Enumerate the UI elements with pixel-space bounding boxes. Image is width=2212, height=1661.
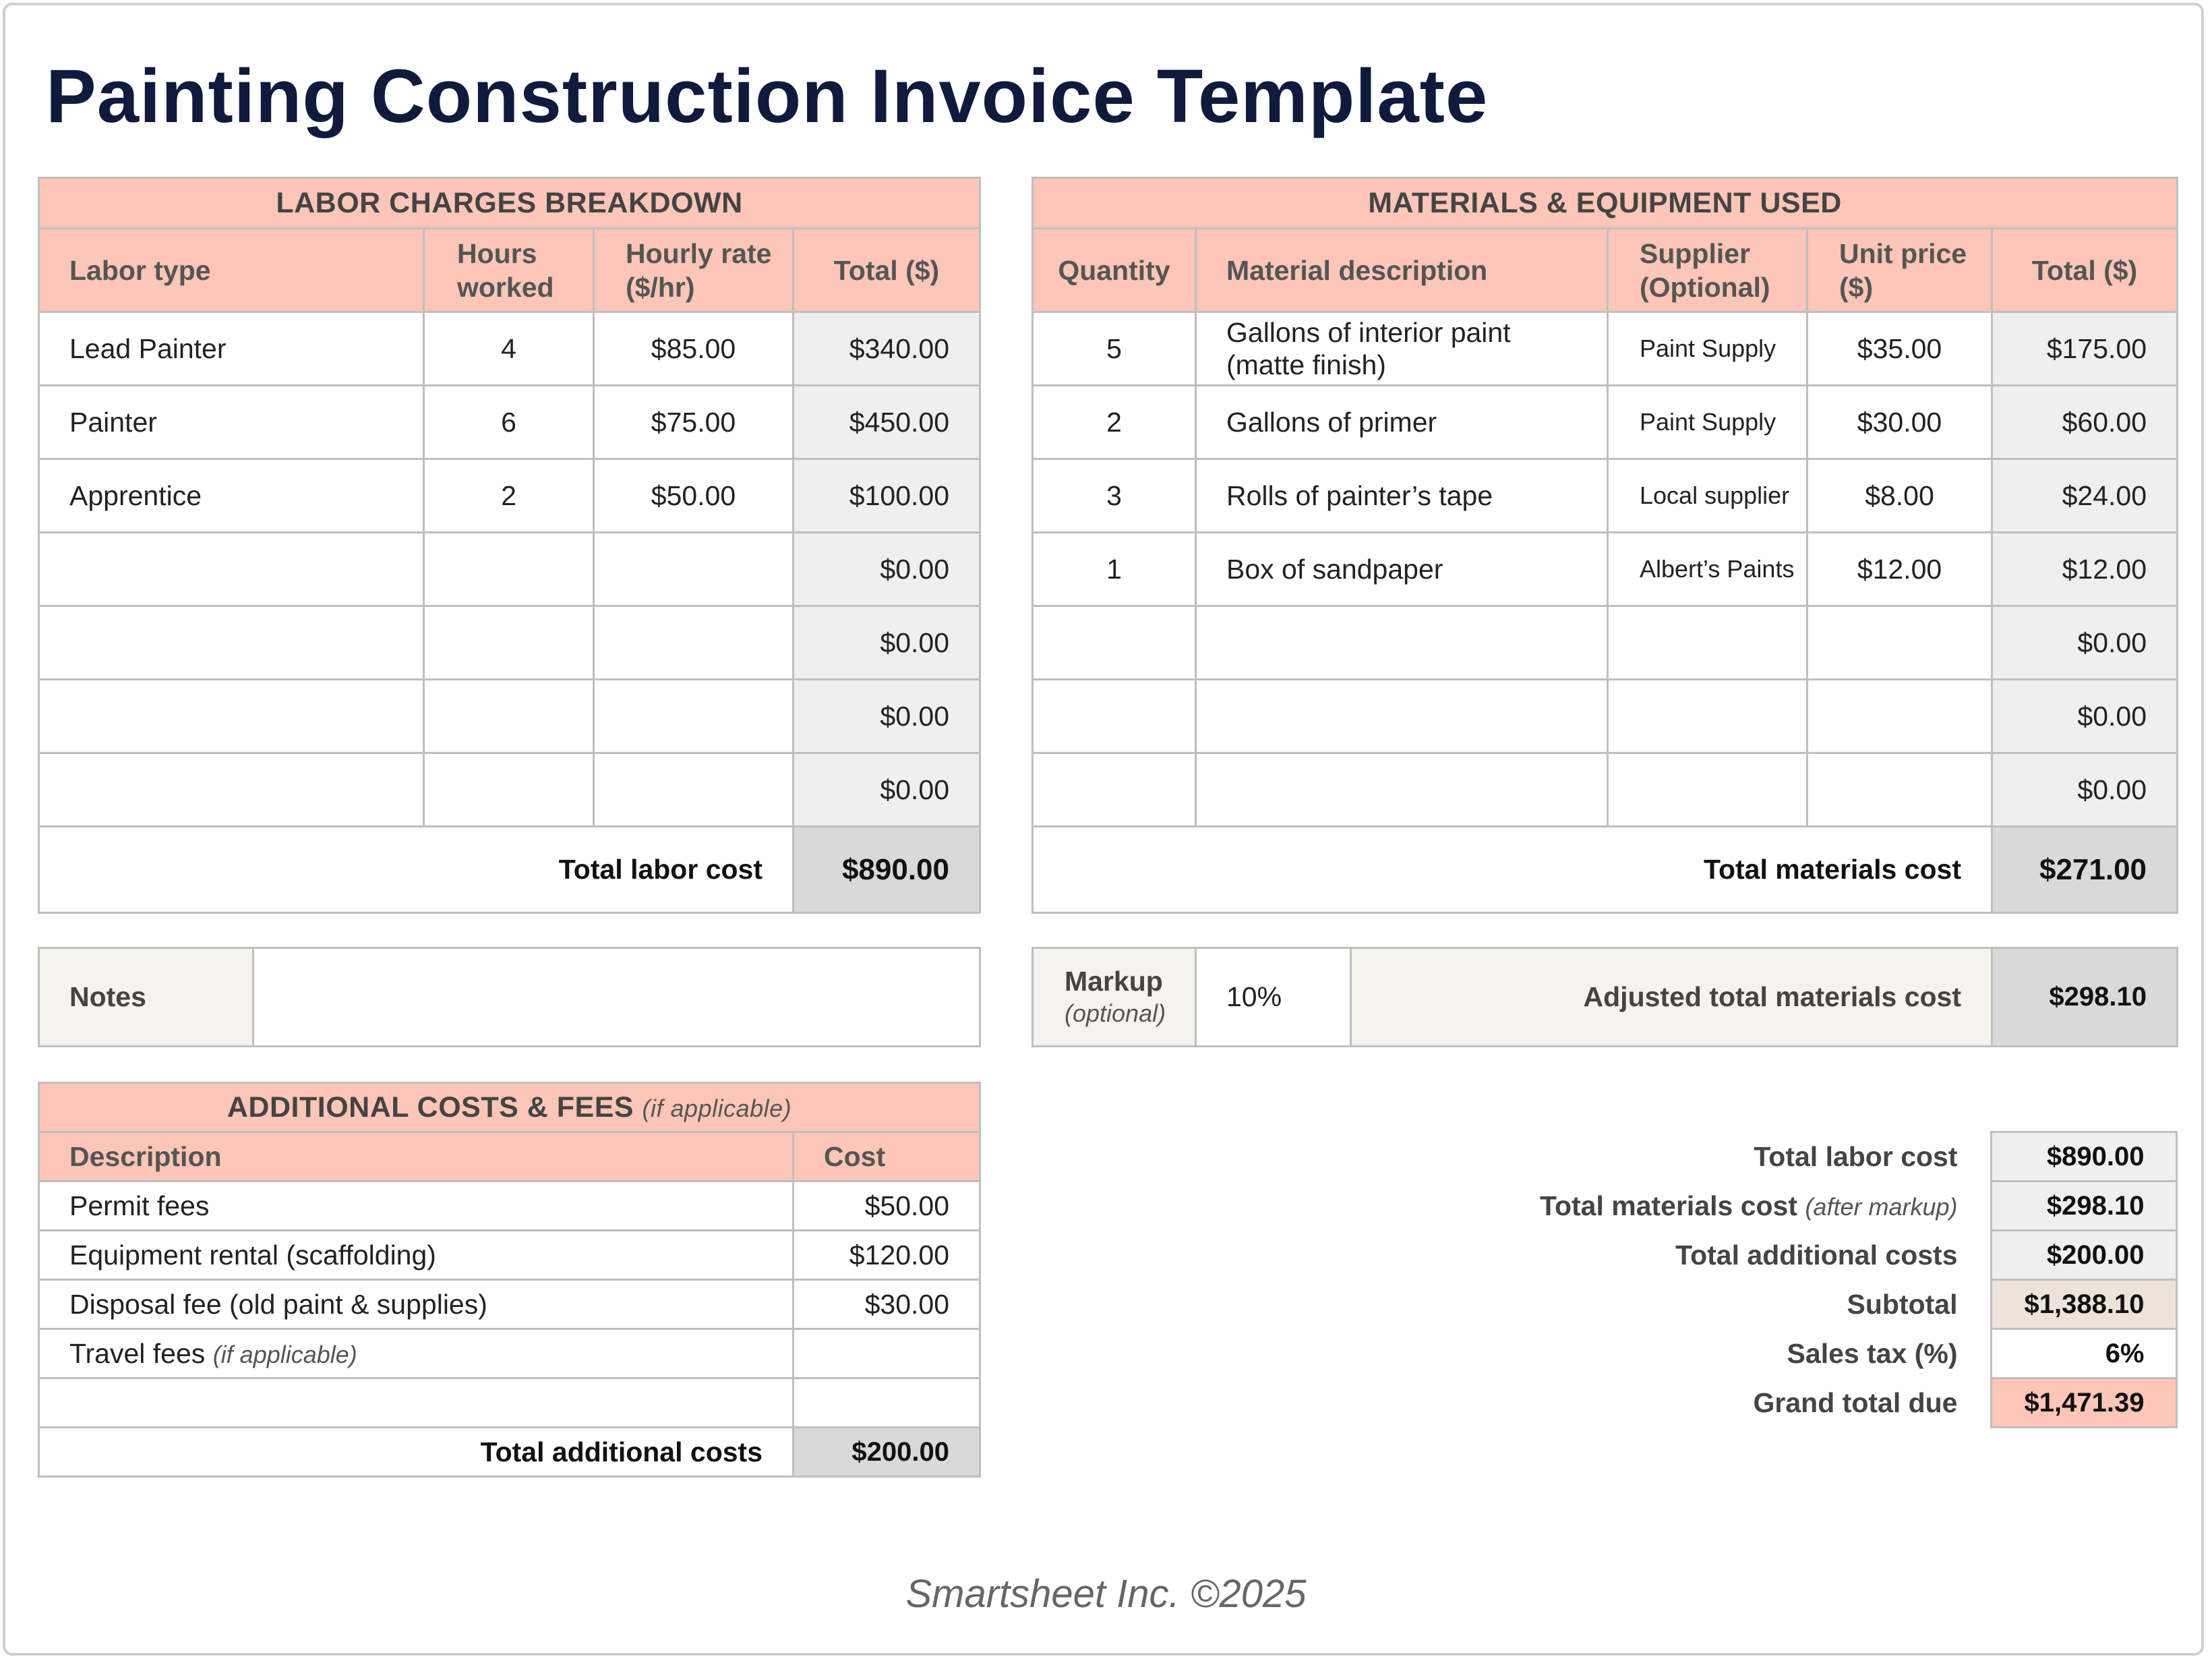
labor-hours-cell[interactable]: 6 [424,386,594,459]
summary-label: Total materials cost [1539,1190,1798,1221]
labor-total-cell: $0.00 [794,606,980,680]
summary-label-cell [1032,1329,1991,1378]
material-supplier-cell[interactable] [1608,606,1807,680]
material-desc-cell[interactable]: Gallons of interior paint (matte finish) [1196,312,1608,386]
additional-desc: Disposal fee (old paint & supplies) [69,1288,487,1320]
materials-total-value[interactable]: $271.00 [1992,827,2178,913]
material-desc-cell[interactable]: Gallons of primer [1196,386,1608,459]
additional-row [39,1231,980,1280]
labor-rate-cell[interactable] [594,680,794,753]
material-unit-price-cell[interactable] [1807,753,1992,827]
additional-desc-cell[interactable] [39,1182,794,1231]
additional-desc-cell[interactable] [39,1231,794,1280]
labor-rate-cell[interactable]: $50.00 [594,459,794,533]
summary-value[interactable]: 6% [1991,1329,2176,1378]
labor-total-label: Total labor cost [39,827,794,913]
notes-label: Notes [39,948,253,1047]
labor-row [39,386,980,459]
summary-row [1032,1378,2176,1428]
labor-hours-cell[interactable] [424,606,594,680]
summary-label: Total additional costs [1675,1239,1958,1271]
material-qty-cell[interactable]: 2 [1033,386,1196,459]
additional-section-note: (if applicable) [642,1094,792,1122]
materials-section-title: MATERIALS & EQUIPMENT USED [1033,178,2178,229]
markup-value[interactable]: 10% [1196,948,1351,1047]
materials-row [1033,753,2178,827]
additional-total-label: Total additional costs [39,1428,794,1477]
labor-header-total: Total ($) [794,229,980,312]
labor-row [39,680,980,753]
summary-value[interactable]: $200.00 [1991,1231,2176,1280]
markup-sublabel: (optional) [1065,999,1166,1027]
summary-label-cell [1032,1231,1991,1280]
labor-row [39,312,980,386]
summary-table [1032,1131,2178,1428]
additional-header-cost: Cost [794,1132,980,1182]
additional-desc: Travel fees [69,1337,206,1369]
labor-type-cell[interactable] [39,606,424,680]
additional-desc-cell[interactable] [39,1280,794,1329]
summary-label: Subtotal [1847,1288,1958,1320]
material-desc-cell[interactable] [1196,680,1608,753]
labor-hours-cell[interactable] [424,533,594,606]
labor-row [39,606,980,680]
material-qty-cell[interactable] [1033,753,1196,827]
material-unit-price-cell[interactable]: $35.00 [1807,312,1992,386]
material-unit-price-cell[interactable]: $8.00 [1807,459,1992,533]
labor-total-cell: $0.00 [794,533,980,606]
material-supplier-cell[interactable] [1608,753,1807,827]
labor-type-cell[interactable]: Apprentice [39,459,424,533]
material-desc-cell[interactable]: Rolls of painter’s tape [1196,459,1608,533]
material-qty-cell[interactable] [1033,680,1196,753]
materials-row [1033,386,2178,459]
summary-label-note: (after markup) [1805,1192,1958,1221]
summary-row [1032,1231,2176,1280]
additional-desc-cell[interactable] [39,1378,794,1428]
additional-section-title-cell [39,1083,980,1132]
summary-value[interactable]: $890.00 [1991,1132,2176,1182]
material-total-cell: $0.00 [1992,753,2178,827]
material-unit-price-cell[interactable]: $12.00 [1807,533,1992,606]
notes-field[interactable] [253,948,980,1047]
material-supplier-cell[interactable] [1608,680,1807,753]
labor-total-cell: $0.00 [794,680,980,753]
labor-rate-cell[interactable]: $85.00 [594,312,794,386]
labor-hours-cell[interactable] [424,753,594,827]
additional-cost-cell[interactable]: $30.00 [794,1280,980,1329]
summary-row [1032,1132,2176,1182]
labor-row [39,753,980,827]
summary-label-cell [1032,1280,1991,1329]
labor-hours-cell[interactable]: 4 [424,312,594,386]
additional-row [39,1280,980,1329]
materials-row [1033,459,2178,533]
summary-label: Grand total due [1753,1387,1958,1418]
additional-cost-cell[interactable]: $120.00 [794,1231,980,1280]
material-supplier-cell[interactable]: Paint Supply [1608,386,1807,459]
material-total-cell: $0.00 [1992,680,2178,753]
summary-value[interactable]: $1,471.39 [1991,1378,2176,1428]
material-total-cell: $24.00 [1992,459,2178,533]
labor-type-cell[interactable]: Painter [39,386,424,459]
adjusted-materials-label: Adjusted total materials cost [1351,948,1992,1047]
material-total-cell: $12.00 [1992,533,2178,606]
labor-rate-cell[interactable] [594,753,794,827]
additional-costs-table [38,1082,981,1478]
materials-header-unit: Unit price ($) [1807,229,1992,312]
labor-rate-cell[interactable] [594,533,794,606]
material-supplier-cell[interactable]: Albert’s Paints [1608,533,1807,606]
labor-type-cell[interactable] [39,753,424,827]
labor-rate-cell[interactable]: $75.00 [594,386,794,459]
material-total-cell: $175.00 [1992,312,2178,386]
page-title: Painting Construction Invoice Template [46,54,1489,138]
markup-label-cell [1033,948,1196,1047]
labor-total-cell: $450.00 [794,386,980,459]
material-unit-price-cell[interactable] [1807,606,1992,680]
summary-label-cell [1032,1132,1991,1182]
additional-total-value[interactable]: $200.00 [794,1428,980,1477]
additional-section-title: ADDITIONAL COSTS & FEES [227,1090,634,1124]
summary-row [1032,1280,2176,1329]
additional-row [39,1378,980,1428]
material-total-cell: $60.00 [1992,386,2178,459]
labor-header-rate: Hourly rate ($/hr) [594,229,794,312]
additional-cost-cell[interactable] [794,1378,980,1428]
material-desc-cell[interactable]: Box of sandpaper [1196,533,1608,606]
summary-value[interactable]: $1,388.10 [1991,1280,2176,1329]
labor-total-cell: $340.00 [794,312,980,386]
materials-row [1033,680,2178,753]
material-unit-price-cell[interactable] [1807,680,1992,753]
materials-total-label: Total materials cost [1033,827,1992,913]
labor-hours-cell[interactable] [424,680,594,753]
labor-hours-cell[interactable]: 2 [424,459,594,533]
additional-desc: Permit fees [69,1190,210,1221]
additional-desc-cell[interactable] [39,1329,794,1378]
footer-copyright: Smartsheet Inc. ©2025 [905,1572,1307,1616]
material-qty-cell[interactable]: 5 [1033,312,1196,386]
additional-cost-cell[interactable]: $50.00 [794,1182,980,1231]
material-qty-cell[interactable] [1033,606,1196,680]
materials-row [1033,606,2178,680]
material-qty-cell[interactable]: 3 [1033,459,1196,533]
summary-label-cell [1032,1378,1991,1428]
material-desc-cell[interactable] [1196,753,1608,827]
summary-label-cell [1032,1182,1991,1231]
labor-row [39,459,980,533]
notes-table [38,947,981,1047]
materials-row [1033,533,2178,606]
material-supplier-cell[interactable]: Paint Supply [1608,312,1807,386]
labor-type-cell[interactable] [39,680,424,753]
markup-label: Markup [1065,965,1163,997]
additional-row [39,1182,980,1231]
summary-row [1032,1329,2176,1378]
additional-desc: Equipment rental (scaffolding) [69,1239,436,1271]
labor-header-type: Labor type [39,229,424,312]
labor-type-cell[interactable] [39,533,424,606]
labor-section-title: LABOR CHARGES BREAKDOWN [39,178,980,229]
summary-value[interactable]: $298.10 [1991,1182,2176,1231]
material-supplier-cell[interactable]: Local supplier [1608,459,1807,533]
material-unit-price-cell[interactable]: $30.00 [1807,386,1992,459]
labor-type-cell[interactable]: Lead Painter [39,312,424,386]
materials-row [1033,312,2178,386]
adjusted-materials-value[interactable]: $298.10 [1992,948,2178,1047]
material-total-cell: $0.00 [1992,606,2178,680]
labor-header-hours: Hours worked [424,229,594,312]
materials-header-desc: Material description [1196,229,1608,312]
summary-label: Sales tax (%) [1787,1337,1958,1369]
material-desc-cell[interactable] [1196,606,1608,680]
labor-row [39,533,980,606]
materials-header-qty: Quantity [1033,229,1196,312]
materials-header-total: Total ($) [1992,229,2178,312]
additional-desc-note: (if applicable) [212,1340,357,1368]
labor-total-value[interactable]: $890.00 [794,827,980,913]
additional-header-desc: Description [39,1132,794,1182]
labor-total-cell: $0.00 [794,753,980,827]
materials-header-supplier: Supplier (Optional) [1608,229,1807,312]
additional-cost-cell[interactable] [794,1329,980,1378]
markup-table [1032,947,2178,1047]
materials-table [1032,177,2178,914]
labor-rate-cell[interactable] [594,606,794,680]
summary-label: Total labor cost [1754,1140,1958,1172]
additional-row [39,1329,980,1378]
material-qty-cell[interactable]: 1 [1033,533,1196,606]
labor-total-cell: $100.00 [794,459,980,533]
summary-row [1032,1182,2176,1231]
labor-table [38,177,981,914]
